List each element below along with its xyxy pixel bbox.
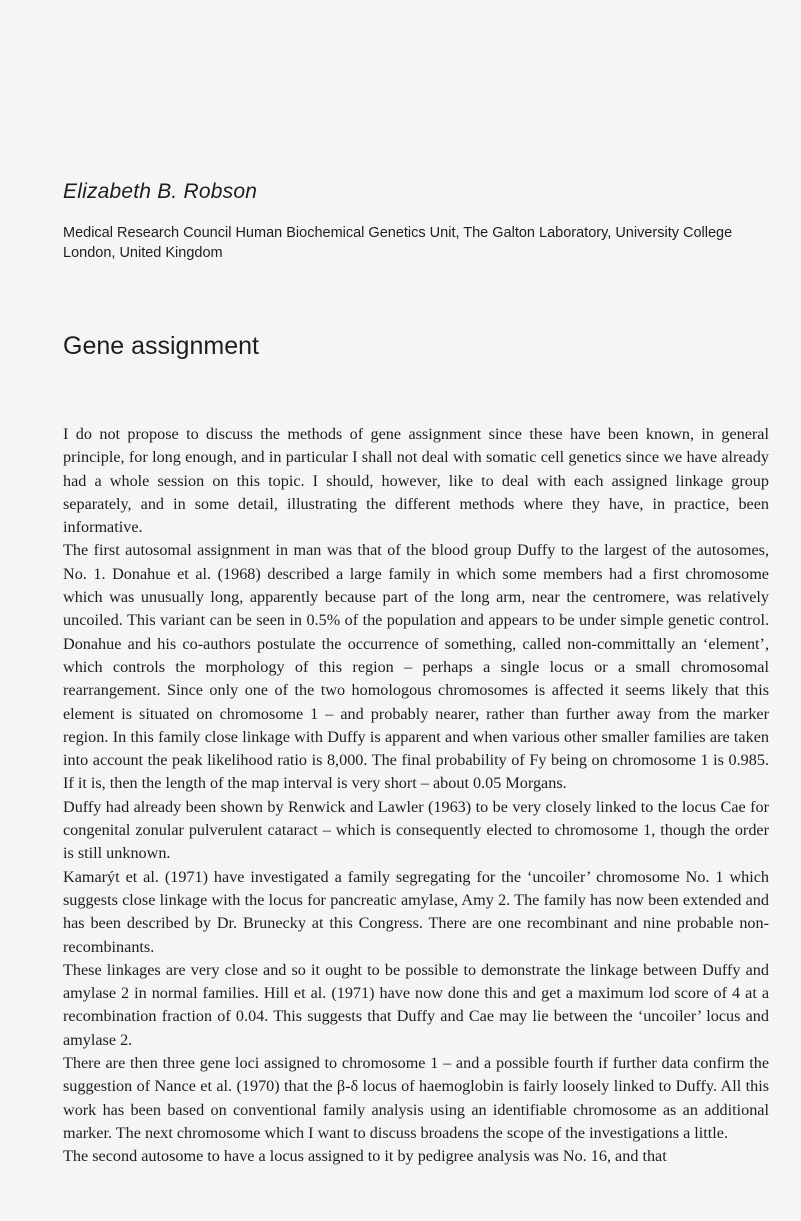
paragraph-4: Kamarýt et al. (1971) have investigated a family segregating for the ‘uncoiler’ chromosome No. 1 which suggests close linkage with the locus for pancreatic amylase, Amy 2. The family has now been extended and has been described by Dr. Brunecky at this Congress. There are one recombinant and nine probable non-recombinants. [63, 867, 769, 956]
paragraph-5: These linkages are very close and so it ought to be possible to demonstrate the linkage between Duffy and amylase 2 in normal families. Hill et al. (1971) have now done this and get a maximum lod score of 4 at a recombination fraction of 0.04. This suggests that Duffy and Cae may lie between the ‘uncoiler’ locus and amylase 2. [63, 960, 769, 1049]
section-title: Gene assignment [63, 332, 259, 360]
body-text [63, 423, 769, 1169]
author-affiliation: Medical Research Council Human Biochemical Genetics Unit, The Galton Laboratory, University College London, United Kingdom [63, 225, 733, 261]
paragraph-6: There are then three gene loci assigned to chromosome 1 – and a possible fourth if further data confirm the suggestion of Nance et al. (1970) that the β-δ locus of haemoglobin is fairly loosely linked to Duffy. All this work has been based on conventional family analysis using an identifiable chromosome as an additional marker. The next chromosome which I want to discuss broadens the scope of the investigations a little. [63, 1054, 769, 1142]
paragraph-1: I do not propose to discuss the methods of gene assignment since these have been known, in general principle, for long enough, and in particular I shall not deal with somatic cell genetics since we have already had a whole session on this topic. I should, however, like to deal with each assigned linkage group separately, and in some detail, illustrating the different methods where they have, in practice, been informative. [63, 425, 769, 537]
paragraph-7: The second autosome to have a locus assigned to it by pedigree analysis was No. 16, and that [63, 1147, 667, 1166]
paragraph-2: The first autosomal assignment in man was that of the blood group Duffy to the largest of the autosomes, No. 1. Donahue et al. (1968) described a large family in which some members had a first chromosome which was unusually long, apparently because part of the long arm, near the centromere, was relatively uncoiled. This variant can be seen in 0.5% of the population and appears to be under simple genetic control. Donahue and his co-authors postulate the occurrence of something, called non-committally an ‘element’, which controls the morphology of this region – perhaps a single locus or a small chromosomal rearrangement. Since only one of the two homologous chromosomes is affected it seems likely that this element is situated on chromosome 1 – and probably nearer, rather than further away from the marker region. In this family close linkage with Duffy is apparent and when various other smaller families are taken into account the peak likelihood ratio is 8,000. The final probability of Fy being on chromosome 1 is 0.985. If it is, then the length of the map interval is very short – about 0.05 Morgans. [63, 541, 769, 793]
paragraph-3: Duffy had already been shown by Renwick and Lawler (1963) to be very closely linked to the locus Cae for congenital zonular pulverulent cataract – which is consequently elected to chromosome 1, though the order is still unknown. [63, 797, 769, 863]
author-name: Elizabeth B. Robson [63, 180, 258, 203]
